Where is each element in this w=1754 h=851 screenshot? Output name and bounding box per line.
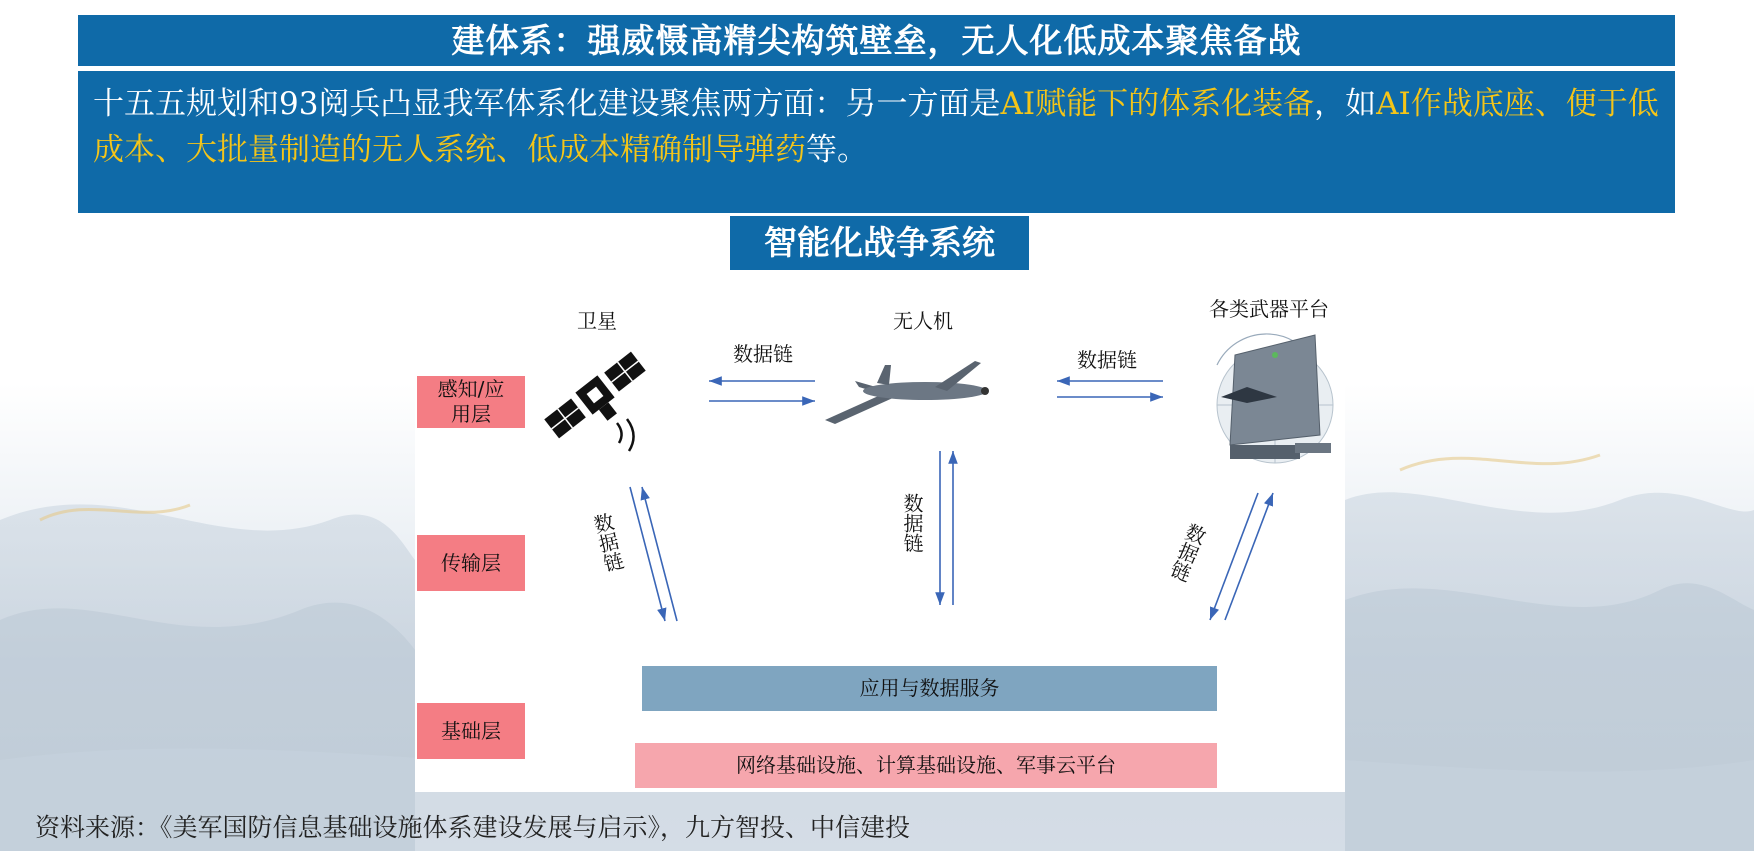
link-label-satellite-vertical-text: 数据链 [588, 510, 627, 575]
diagram-graphics [415, 295, 1345, 792]
node-label-weapons: 各类武器平台 [1209, 297, 1329, 321]
node-label-satellite: 卫星 [577, 309, 617, 333]
summary-text-1: 十五五规划和93阅兵凸显我军体系化建设聚焦两方面：另一方面是 [93, 86, 1001, 122]
arrow-weapons-down [1210, 493, 1258, 620]
layer-label-transport [417, 535, 525, 591]
page-title-banner [78, 15, 1675, 66]
intelligent-warfare-diagram [415, 295, 1345, 792]
link-label-drone-vertical-text: 数据链 [900, 493, 924, 553]
summary-highlight-2: AI作战底座、便于低成本、大批量制造的无人系统、低成本精确制导弹药 [93, 86, 1659, 168]
summary-box [78, 71, 1675, 213]
layer-label-perception [417, 376, 525, 428]
infrastructure-label: 网络基础设施、计算基础设施、军事云平台 [736, 753, 1116, 777]
summary-highlight-1: AI赋能下的体系化装备 [1000, 86, 1315, 122]
layer-label-transport-text: 传输层 [441, 550, 501, 575]
arrow-weapons-up [1225, 493, 1273, 620]
summary-text-3: 等。 [806, 132, 868, 168]
diagram-title: 智能化战争系统 [730, 216, 1029, 270]
page-title: 建体系：强威慑高精尖构筑壁垒，无人化低成本聚焦备战 [451, 21, 1302, 60]
satellite-icon [543, 350, 656, 451]
drone-icon [825, 361, 989, 424]
weapons-platform-icon [1217, 334, 1333, 463]
layer-label-foundation [417, 703, 525, 759]
link-label-drone-weapons: 数据链 [1077, 348, 1137, 372]
link-label-satellite-drone: 数据链 [733, 342, 793, 366]
link-label-drone-vertical [899, 493, 924, 559]
link-label-weapons-vertical-text: 数据链 [1164, 519, 1210, 585]
app-data-service-bar [642, 666, 1217, 711]
layer-label-foundation-text: 基础层 [441, 718, 501, 743]
summary-text-2: ，如 [1314, 86, 1377, 122]
infrastructure-bar [635, 743, 1217, 788]
node-label-drone: 无人机 [893, 309, 953, 333]
layer-label-perception-text: 感知/应用层 [437, 377, 505, 426]
source-note: 资料来源：《美军国防信息基础设施体系建设发展与启示》，九方智投、中信建投 [35, 813, 911, 842]
app-data-service-label: 应用与数据服务 [859, 676, 1000, 700]
